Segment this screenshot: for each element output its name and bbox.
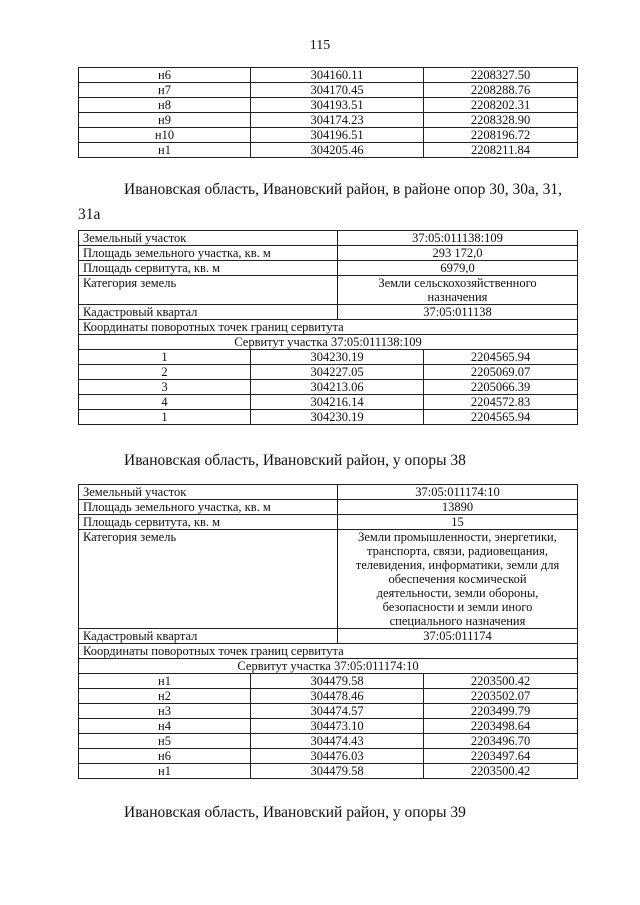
servitude-area-value: 6979,0 bbox=[338, 261, 578, 276]
coord-x: 304216.14 bbox=[251, 395, 424, 410]
table-row bbox=[79, 68, 578, 83]
coords-label: Координаты поворотных точек границ сервитута bbox=[79, 644, 578, 659]
category-value-line1: Земли сельскохозяйственного bbox=[378, 276, 537, 290]
coord-y: 2208202.31 bbox=[424, 98, 578, 113]
plot-label: Земельный участок bbox=[79, 485, 338, 500]
coord-x: 304230.19 bbox=[251, 410, 424, 425]
point-id: 4 bbox=[79, 395, 251, 410]
point-id: 1 bbox=[79, 350, 251, 365]
coord-y: 2208288.76 bbox=[424, 83, 578, 98]
servitude-title: Сервитут участка 37:05:011138:109 bbox=[79, 335, 578, 350]
coords-label-row bbox=[79, 644, 578, 659]
point-id: н6 bbox=[79, 68, 251, 83]
table-row bbox=[79, 749, 578, 764]
category-value-line: специального назначения bbox=[389, 614, 526, 628]
plot-row bbox=[79, 485, 578, 500]
coord-x: 304474.43 bbox=[251, 734, 424, 749]
point-id: н1 bbox=[79, 764, 251, 779]
category-value bbox=[338, 530, 578, 629]
section2-heading bbox=[78, 448, 577, 473]
category-row bbox=[79, 530, 578, 629]
plot-area-row bbox=[79, 246, 578, 261]
point-id: 3 bbox=[79, 380, 251, 395]
table-row bbox=[79, 719, 578, 734]
coord-y: 2205069.07 bbox=[424, 365, 578, 380]
section2-table bbox=[78, 484, 578, 779]
plot-area-value: 13890 bbox=[338, 500, 578, 515]
category-label: Категория земель bbox=[79, 276, 338, 305]
coord-y: 2204565.94 bbox=[424, 410, 578, 425]
section1-heading bbox=[78, 177, 577, 227]
category-value-line: телевидения, информатики, земли для bbox=[355, 558, 560, 572]
point-id: н5 bbox=[79, 734, 251, 749]
category-value bbox=[338, 276, 578, 305]
coord-x: 304473.10 bbox=[251, 719, 424, 734]
servitude-title-row bbox=[79, 335, 578, 350]
table-row bbox=[79, 98, 578, 113]
servitude-area-row bbox=[79, 515, 578, 530]
coord-x: 304230.19 bbox=[251, 350, 424, 365]
table-row bbox=[79, 734, 578, 749]
cadastral-row bbox=[79, 305, 578, 320]
category-value-line: безопасности и земли иного bbox=[382, 600, 533, 614]
point-id: н9 bbox=[79, 113, 251, 128]
coord-y: 2203502.07 bbox=[424, 689, 578, 704]
servitude-area-row bbox=[79, 261, 578, 276]
section1-heading-line1: Ивановская область, Ивановский район, в районе опор 30, 30а, 31, bbox=[124, 181, 563, 198]
point-id: н1 bbox=[79, 674, 251, 689]
point-id: н3 bbox=[79, 704, 251, 719]
point-id: н4 bbox=[79, 719, 251, 734]
point-id: н10 bbox=[79, 128, 251, 143]
plot-area-label: Площадь земельного участка, кв. м bbox=[79, 246, 338, 261]
table-row bbox=[79, 395, 578, 410]
coords-label: Координаты поворотных точек границ сервитута bbox=[79, 320, 578, 335]
plot-area-value: 293 172,0 bbox=[338, 246, 578, 261]
category-value-line: деятельности, земли обороны, bbox=[376, 586, 539, 600]
section1-table bbox=[78, 230, 578, 425]
plot-value: 37:05:011138:109 bbox=[338, 231, 578, 246]
coord-y: 2208196.72 bbox=[424, 128, 578, 143]
coord-x: 304170.45 bbox=[251, 83, 424, 98]
table-row bbox=[79, 689, 578, 704]
section3-heading bbox=[78, 800, 577, 825]
cadastral-row bbox=[79, 629, 578, 644]
category-value-line: транспорта, связи, радиовещания, bbox=[367, 544, 548, 558]
plot-area-row bbox=[79, 500, 578, 515]
table-row bbox=[79, 113, 578, 128]
coord-y: 2203496.70 bbox=[424, 734, 578, 749]
coord-x: 304174.23 bbox=[251, 113, 424, 128]
cadastral-label: Кадастровый квартал bbox=[79, 629, 338, 644]
category-value-line: Земли промышленности, энергетики, bbox=[358, 530, 557, 544]
coord-x: 304479.58 bbox=[251, 674, 424, 689]
coord-x: 304205.46 bbox=[251, 143, 424, 158]
category-value-line: обеспечения космической bbox=[388, 572, 527, 586]
coord-x: 304160.11 bbox=[251, 68, 424, 83]
point-id: н8 bbox=[79, 98, 251, 113]
coords-label-row bbox=[79, 320, 578, 335]
section1-heading-line2: 31а bbox=[78, 206, 101, 223]
plot-row bbox=[79, 231, 578, 246]
coord-y: 2208327.50 bbox=[424, 68, 578, 83]
category-value-line2: назначения bbox=[427, 290, 488, 304]
point-id: н2 bbox=[79, 689, 251, 704]
page-number: 115 bbox=[309, 38, 331, 53]
coord-y: 2208328.90 bbox=[424, 113, 578, 128]
category-label: Категория земель bbox=[79, 530, 338, 629]
coord-y: 2203499.79 bbox=[424, 704, 578, 719]
table-row bbox=[79, 365, 578, 380]
coord-y: 2208211.84 bbox=[424, 143, 578, 158]
coord-y: 2205066.39 bbox=[424, 380, 578, 395]
point-id: н1 bbox=[79, 143, 251, 158]
section2-heading-text: Ивановская область, Ивановский район, у опоры 38 bbox=[124, 452, 466, 469]
table-row bbox=[79, 128, 578, 143]
coord-y: 2203500.42 bbox=[424, 764, 578, 779]
servitude-area-value: 15 bbox=[338, 515, 578, 530]
coord-y: 2203497.64 bbox=[424, 749, 578, 764]
top-coordinates-table bbox=[78, 67, 578, 158]
table-row bbox=[79, 380, 578, 395]
table-row bbox=[79, 83, 578, 98]
point-id: 2 bbox=[79, 365, 251, 380]
plot-label: Земельный участок bbox=[79, 231, 338, 246]
cadastral-label: Кадастровый квартал bbox=[79, 305, 338, 320]
table-row bbox=[79, 143, 578, 158]
coord-y: 2204565.94 bbox=[424, 350, 578, 365]
category-row bbox=[79, 276, 578, 305]
plot-value: 37:05:011174:10 bbox=[338, 485, 578, 500]
table-row bbox=[79, 764, 578, 779]
point-id: н7 bbox=[79, 83, 251, 98]
coord-y: 2203498.64 bbox=[424, 719, 578, 734]
coord-x: 304478.46 bbox=[251, 689, 424, 704]
section3-heading-text: Ивановская область, Ивановский район, у опоры 39 bbox=[124, 804, 466, 821]
cadastral-value: 37:05:011138 bbox=[338, 305, 578, 320]
coord-y: 2203500.42 bbox=[424, 674, 578, 689]
servitude-title: Сервитут участка 37:05:011174:10 bbox=[79, 659, 578, 674]
servitude-area-label: Площадь сервитута, кв. м bbox=[79, 261, 338, 276]
table-row bbox=[79, 674, 578, 689]
coord-x: 304479.58 bbox=[251, 764, 424, 779]
coord-x: 304474.57 bbox=[251, 704, 424, 719]
coord-y: 2204572.83 bbox=[424, 395, 578, 410]
coord-x: 304196.51 bbox=[251, 128, 424, 143]
coord-x: 304227.05 bbox=[251, 365, 424, 380]
servitude-title-row bbox=[79, 659, 578, 674]
table-row bbox=[79, 704, 578, 719]
plot-area-label: Площадь земельного участка, кв. м bbox=[79, 500, 338, 515]
cadastral-value: 37:05:011174 bbox=[338, 629, 578, 644]
point-id: н6 bbox=[79, 749, 251, 764]
servitude-area-label: Площадь сервитута, кв. м bbox=[79, 515, 338, 530]
point-id: 1 bbox=[79, 410, 251, 425]
table-row bbox=[79, 350, 578, 365]
coord-x: 304476.03 bbox=[251, 749, 424, 764]
coord-x: 304193.51 bbox=[251, 98, 424, 113]
coord-x: 304213.06 bbox=[251, 380, 424, 395]
table-row bbox=[79, 410, 578, 425]
